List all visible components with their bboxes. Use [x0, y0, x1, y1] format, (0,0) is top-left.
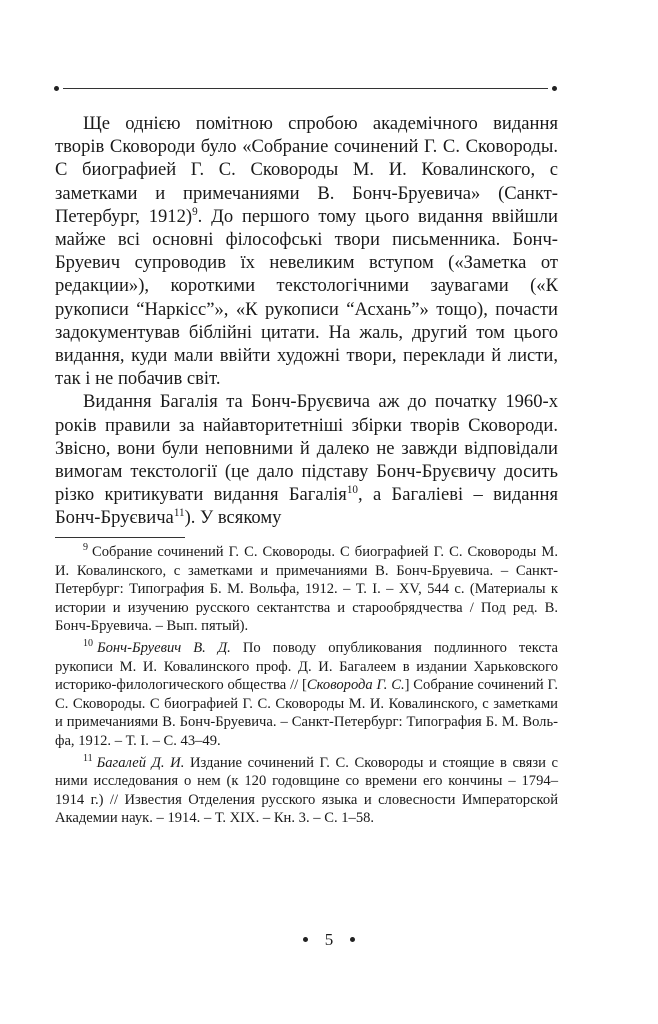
paragraph-text: , а Багаліеві – видання Бонч-Бруєвича [55, 484, 558, 529]
page-number [0, 930, 658, 950]
footnote-text: По поводу опубликования подлинного текста рукописи М. И. Ковалинского проф. Д. И. Багалеем в издании Харьковского историко-филологического общества // [ [55, 639, 558, 694]
header-rule [54, 86, 557, 92]
footnote-author: Бонч-Бруевич В. Д. [97, 639, 231, 656]
page-number-text: 5 [324, 930, 334, 949]
footnote-separator [55, 537, 185, 538]
footnote-10 [55, 639, 558, 751]
body-text [55, 112, 558, 530]
footnote-italic: Сковорода Г. С. [306, 677, 405, 694]
header-line [63, 88, 548, 89]
footnote-number: 11 [83, 752, 93, 764]
paragraph-text: . До першого тому цього видання ввійшли майже всі основні філософські твори письменника. Бонч-Бруевич супроводив їх невеликим вступом («Заметка от редакции»), короткими текстологічними заувагами («К рукописи “Наркісс”», «К рукописи “Асхань”» тощо), почасти задокументував біблійні цитати. На жаль, другий том цього видання, куди мали ввійти художні твори, переклади й листи, так і не побачив світ. [55, 205, 559, 390]
footnote-ref: 11 [173, 507, 185, 520]
bullet-icon [350, 937, 355, 942]
paragraph-text: Ще однією помітною спробою академічного видання творів Сковороди було «Собрание сочинений Г. С. Сковороды. С биографией Г. С. Сковороды М. И. Ковалинского, с заметками и примечаниями В. Бонч-Бруевича» (Санкт-Петербург, 1912) [55, 113, 558, 227]
footnote-text: ] Собрание сочинений Г. С. Сковороды. С биографией Г. С. Сковороды М. И. Ковалинского, с заметками и примечаниями В. Бонч-Бруевича. – Санкт-Петербург: Типография Б. М. Вольфа, 1912. – Т. I. – С. 43–49. [55, 677, 558, 749]
footnote-11 [55, 754, 558, 828]
bullet-icon [303, 937, 308, 942]
paragraph-text: ). У всякому [184, 507, 282, 529]
footnote-9 [55, 543, 558, 636]
bullet-icon [552, 86, 557, 91]
bullet-icon [54, 86, 59, 91]
footnote-author: Багалей Д. И. [96, 754, 185, 771]
footnotes [55, 543, 558, 831]
footnote-number: 9 [83, 542, 88, 554]
footnote-ref: 10 [346, 484, 358, 497]
footnote-ref: 9 [192, 205, 198, 218]
paragraph [55, 112, 558, 390]
footnote-text: Издание сочинений Г. С. Сковороды и стоящие в связи с ними исследования о нем (к 120 годовщине со времени его кончины – 1794–1914 г.) // Известия Отделения русского языка и словесности Императорской Академии наук. – 1914. – Т. XIX. – Кн. 3. – С. 1–58. [55, 754, 558, 827]
footnote-text: Собрание сочинений Г. С. Сковороды. С биографией Г. С. Сковороды М. И. Ковалинского, с заметками и примечаниями В. Бонч-Бруевича. – Санкт-Петербург: Типография Б. М. Вольфа, 1912. – Т. I. – XV, 544 с. (Материалы к истории и изучению русского сектантства и старообрядчества / Под ред. В. Бонч-Бруевича. – Вып. пятый). [55, 544, 558, 635]
paragraph-text: Видання Багалія та Бонч-Бруєвича аж до початку 1960-х років правили за найавторитетніші збірки творів Сковороди. Звісно, вони були неповними й далеко не завжди відповідали вимогам текстології (це дало підставу Бонч-Бруєвичу досить різко критикувати видання Багалія [55, 391, 558, 506]
paragraph [55, 390, 558, 529]
footnote-number: 10 [83, 638, 93, 650]
